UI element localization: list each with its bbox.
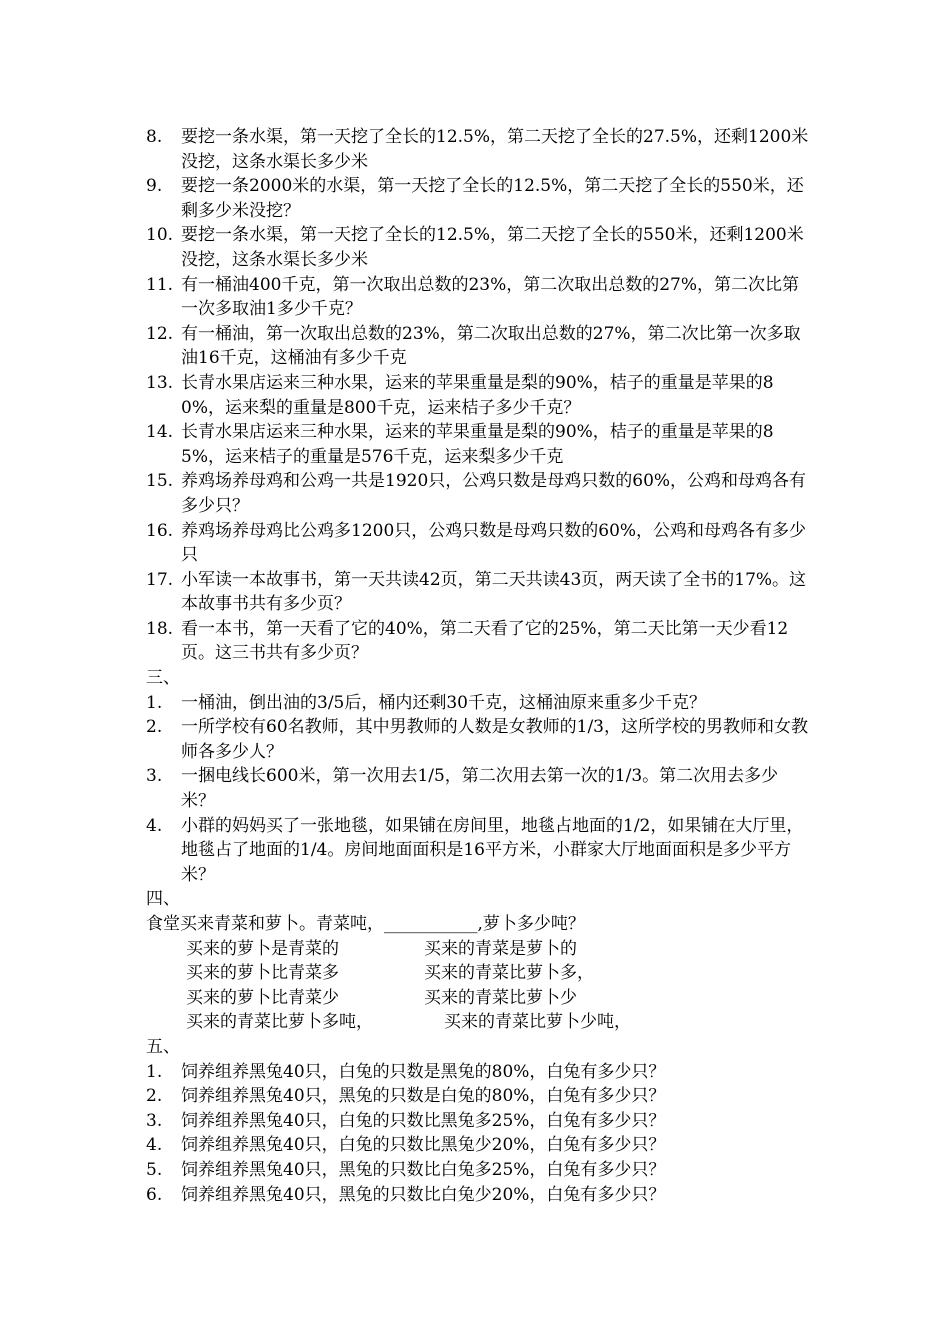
item-number: 9. — [146, 176, 163, 197]
item-text: 饲养组养黑兔40只，白兔的只数比黑兔多25%，白兔有多少只？ — [181, 1110, 666, 1131]
section-4-intro: 食堂买来青菜和萝卜。青菜吨，___________,萝卜多少吨？ — [146, 914, 585, 934]
item-text: 长青水果店运来三种水果，运来的苹果重量是梨的90%，桔子的重量是苹果的85%，运来桔子的重量是576千克，运来梨多少千克 — [181, 422, 774, 467]
item-number: 5. — [146, 1159, 163, 1180]
section-5-heading: 五、 — [146, 1036, 180, 1057]
option-text: 买来的萝卜比青菜少 — [186, 987, 339, 1008]
item-text: 养鸡场养母鸡和公鸡一共是1920只，公鸡只数是母鸡只数的60%，公鸡和母鸡各有多少只？ — [181, 471, 807, 516]
list-item — [146, 322, 814, 371]
item-number: 3. — [146, 766, 163, 787]
item-text: 一所学校有60名教师，其中男教师的人数是女教师的1/3，这所学校的男教师和女教师各多少人？ — [181, 717, 808, 762]
list-item — [146, 691, 814, 716]
list-item — [146, 1109, 814, 1134]
item-number: 18. — [146, 618, 174, 639]
option-grid — [146, 937, 814, 1035]
section-3-list — [146, 691, 814, 888]
item-number: 8. — [146, 127, 163, 147]
item-number: 17. — [146, 569, 174, 590]
item-number: 6. — [146, 1184, 163, 1205]
item-number: 3. — [146, 1110, 163, 1131]
item-number: 4. — [146, 1135, 163, 1156]
item-text: 要挖一条水渠，第一天挖了全长的12.5%，第二天挖了全长的27.5%，还剩1200米没挖，这条水渠长多少米 — [181, 127, 809, 172]
list-item — [146, 273, 814, 322]
list-item — [146, 420, 814, 469]
option-text: 买来的萝卜比青菜多 — [186, 963, 339, 984]
option-text: 买来的青菜是萝卜的 — [424, 938, 577, 959]
list-item — [146, 371, 814, 420]
list-item — [146, 519, 814, 568]
item-text: 长青水果店运来三种水果，运来的苹果重量是梨的90%，桔子的重量是苹果的80%，运来梨的重量是800千克，运来桔子多少千克？ — [181, 372, 774, 418]
item-text: 小群的妈妈买了一张地毯，如果铺在房间里，地毯占地面的1/2，如果铺在大厅里，地毯占了地面的1/4。房间地面面积是16平方米，小群家大厅地面面积是多少平方米？ — [181, 815, 804, 885]
option-text: 买来的萝卜是青菜的 — [186, 938, 339, 959]
item-number: 13. — [146, 372, 174, 393]
item-text: 要挖一条水渠，第一天挖了全长的12.5%，第二天挖了全长的550米，还剩1200米没挖，这条水渠长多少米 — [181, 225, 804, 270]
item-number: 1. — [146, 1061, 163, 1082]
list-item — [146, 1060, 814, 1085]
option-text: 买来的青菜比萝卜少吨， — [444, 1012, 631, 1033]
option-text: 买来的青菜比萝卜多， — [424, 963, 594, 984]
list-item — [146, 1084, 814, 1109]
list-item — [146, 715, 814, 764]
item-text: 小军读一本故事书，第一天共读42页，第二天共读43页，两天读了全书的17%。这本故事书共有多少页？ — [181, 569, 807, 615]
item-text: 饲养组养黑兔40只，黑兔的只数是白兔的80%，白兔有多少只？ — [181, 1086, 666, 1107]
item-text: 饲养组养黑兔40只，黑兔的只数比白兔多25%，白兔有多少只？ — [181, 1159, 666, 1180]
list-item — [146, 174, 814, 223]
item-text: 饲养组养黑兔40只，黑兔的只数比白兔少20%，白兔有多少只？ — [181, 1184, 666, 1205]
item-number: 10. — [146, 225, 174, 246]
list-item — [146, 814, 814, 888]
item-number: 12. — [146, 323, 174, 344]
list-item — [146, 617, 814, 666]
item-text: 有一桶油400千克，第一次取出总数的23%，第二次取出总数的27%，第二次比第一次多取油1多少千克？ — [181, 274, 800, 320]
section-2-list — [146, 125, 814, 666]
item-text: 看一本书，第一天看了它的40%，第二天看了它的25%，第二天比第一天少看12页。这三书共有多少页？ — [181, 618, 789, 664]
item-number: 4. — [146, 815, 163, 836]
list-item — [146, 223, 814, 272]
section-5-list — [146, 1060, 814, 1208]
item-text: 有一桶油，第一次取出总数的23%，第二次取出总数的27%，第二次比第一次多取油16千克，这桶油有多少千克 — [181, 323, 801, 369]
list-item — [146, 1158, 814, 1183]
document-body — [146, 125, 814, 1207]
item-text: 饲养组养黑兔40只，白兔的只数比黑兔少20%，白兔有多少只？ — [181, 1135, 666, 1156]
list-item — [146, 125, 814, 174]
item-number: 11. — [146, 274, 174, 295]
item-number: 14. — [146, 422, 174, 443]
list-item — [146, 764, 814, 813]
section-3-heading: 三、 — [146, 668, 180, 689]
item-text: 养鸡场养母鸡比公鸡多1200只，公鸡只数是母鸡只数的60%，公鸡和母鸡各有多少只 — [181, 520, 807, 566]
item-number: 2. — [146, 717, 163, 738]
item-number: 2. — [146, 1086, 163, 1107]
item-text: 饲养组养黑兔40只，白兔的只数是黑兔的80%，白兔有多少只？ — [181, 1061, 666, 1082]
item-text: 一桶油，倒出油的3/5后，桶内还剩30千克，这桶油原来重多少千克？ — [181, 692, 706, 713]
item-number: 16. — [146, 520, 174, 541]
option-text: 买来的青菜比萝卜少 — [424, 987, 577, 1008]
section-4-heading: 四、 — [146, 889, 180, 910]
item-text: 要挖一条2000米的水渠，第一天挖了全长的12.5%，第二天挖了全长的550米，还剩多少米没挖？ — [181, 176, 804, 221]
item-number: 1. — [146, 692, 163, 713]
option-text: 买来的青菜比萝卜多吨， — [186, 1012, 373, 1033]
item-number: 15. — [146, 471, 174, 492]
list-item — [146, 1133, 814, 1158]
item-text: 一捆电线长600米，第一次用去1/5，第二次用去第一次的1/3。第二次用去多少米？ — [181, 766, 779, 812]
list-item — [146, 1183, 814, 1208]
list-item — [146, 469, 814, 518]
list-item — [146, 568, 814, 617]
